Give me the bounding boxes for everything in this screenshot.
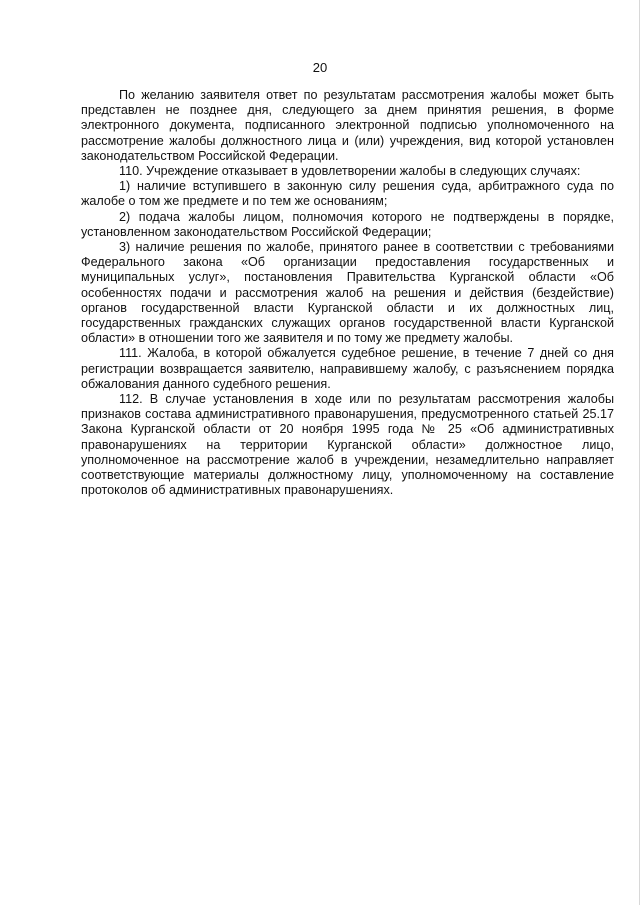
paragraph-112: 112. В случае установления в ходе или по результатам рассмотрения жалобы признаков состава административного правонарушения, предусмотренного статьей 25.17 Закона Курганской области от 20 ноября 1995 года № 25 «Об административных правонарушениях на территории Курганской области» должностное лицо, уполномоченное на рассмотрение жалоб в учреждении, незамедлительно направляет соответствующие материалы должностному лицу, уполномоченному на составление протоколов об административных правонарушениях. bbox=[81, 392, 614, 498]
paragraph-110-refusal-cases: 110. Учреждение отказывает в удовлетворении жалобы в следующих случаях: bbox=[119, 164, 581, 179]
document-body bbox=[81, 88, 614, 498]
page-number: 20 bbox=[312, 60, 328, 75]
paragraph-110-item-2: 2) подача жалобы лицом, полномочия которого не подтверждены в порядке, установленном законодательством Российской Федерации; bbox=[81, 209, 614, 239]
paragraph-response-form: По желанию заявителя ответ по результатам рассмотрения жалобы может быть представлен не позднее дня, следующего за днем принятия решения, в форме электронного документа, подписанного электронной подписью уполномоченного на рассмотрение жалобы должностного лица и (или) учреждения, вид которой установлен законодательством Российской Федерации. bbox=[81, 88, 614, 163]
paragraph-110-item-1: 1) наличие вступившего в законную силу решения суда, арбитражного суда по жалобе о том же предмете и по тем же основаниям; bbox=[81, 179, 614, 209]
paragraph-110-item-3: 3) наличие решения по жалобе, принятого ранее в соответствии с требованиями Федерального закона «Об организации предоставления государственных и муниципальных услуг», постановления Правительства Курганской области «Об особенностях подачи и рассмотрения жалоб на решения и действия (бездействие) органов государственной власти Курганской области и их должностных лиц, государственных гражданских служащих органов государственной власти Курганской области» в отношении того же заявителя и по тому же предмету жалобы. bbox=[81, 240, 614, 346]
paragraph-111: 111. Жалоба, в которой обжалуется судебное решение, в течение 7 дней со дня регистрации возвращается заявителю, направившему жалобу, с разъяснением порядка обжалования данного судебного решения. bbox=[81, 346, 614, 391]
